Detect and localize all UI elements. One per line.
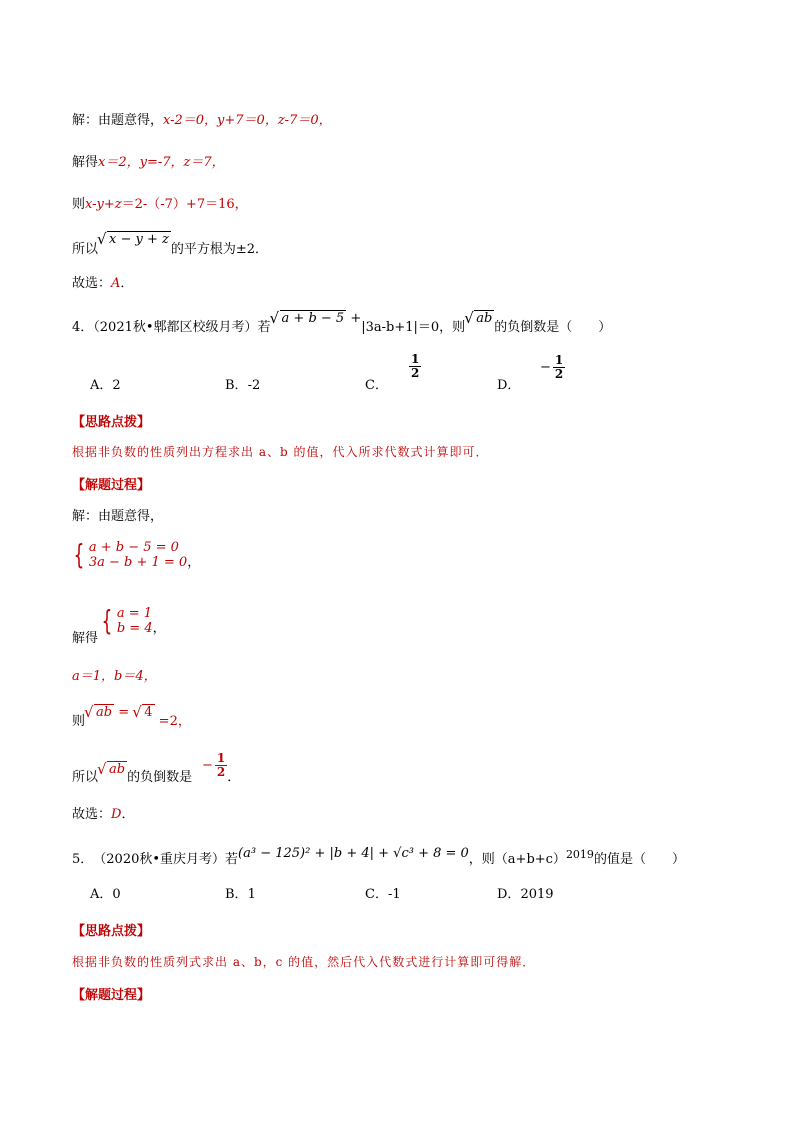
sqrt-expression	[85, 705, 114, 720]
sqrt-expression	[98, 762, 127, 777]
radicand: x − y + z	[109, 232, 169, 247]
hint-header: 【思路点拨】	[72, 415, 151, 430]
sqrt-expression	[98, 232, 171, 247]
equation: b = 4	[116, 621, 153, 636]
exponent: 2019	[565, 848, 594, 861]
q5-option-b	[225, 883, 256, 902]
q3-solution-line3	[72, 193, 248, 212]
option-letter: B．	[225, 887, 248, 902]
q4-question	[72, 311, 612, 335]
fraction	[409, 353, 421, 380]
radicand: 4	[144, 705, 153, 720]
sqrt-expression	[465, 311, 494, 326]
option-letter: A．	[90, 378, 113, 393]
question-source: （2020秋•重庆月考）若	[93, 852, 239, 867]
fraction	[553, 354, 565, 381]
question-number: 5．	[72, 852, 94, 867]
denominator: 2	[216, 765, 226, 779]
sqrt-expression	[133, 705, 154, 720]
q4-option-c	[365, 374, 388, 393]
q3-answer	[72, 272, 133, 291]
option-letter: C．	[365, 378, 388, 393]
text: 所以	[72, 242, 99, 257]
equation: a + b − 5 = 0	[88, 540, 179, 555]
radicand: a + b − 5	[281, 311, 345, 326]
q4-then-line	[72, 705, 191, 729]
brace-icon: {	[73, 538, 85, 571]
calculation: ＝2-（-7）+7＝16，	[121, 197, 248, 212]
q4-answer	[72, 803, 134, 822]
text: 故选：	[72, 276, 112, 291]
text: 所以	[72, 770, 99, 785]
hint-text: 根据非负数的性质列出方程求出 a、b 的值，代入所求代数式计算即可．	[72, 445, 489, 459]
equals: =	[114, 705, 134, 720]
equation-system	[70, 540, 187, 570]
expression: x-y+z	[85, 197, 122, 212]
text: 故选：	[72, 807, 112, 822]
text: 的负倒数是	[127, 770, 193, 785]
equation: a = 1	[116, 606, 153, 621]
q4-option-b	[225, 374, 260, 393]
q4-option-d	[497, 374, 520, 393]
q4-values: a＝1，b＝4，	[72, 669, 157, 684]
q4-system-2	[72, 604, 166, 646]
option-text: 2019	[520, 887, 554, 902]
text: 则	[72, 714, 86, 729]
numerator: 1	[216, 751, 226, 765]
fraction	[215, 752, 227, 779]
question-end: 的负倒数是（ ）	[494, 320, 612, 335]
minus-sign: −	[540, 360, 551, 375]
q5-question	[72, 848, 685, 867]
option-text: -2	[247, 378, 261, 393]
q4-so-line	[72, 762, 193, 785]
question-source: （2021秋•郫都区校级月考）若	[93, 320, 271, 335]
denominator: 2	[411, 366, 420, 380]
hint-header: 【思路点拨】	[72, 924, 151, 939]
abs-expression: |3a-b+1|＝0，则	[361, 320, 466, 335]
result: =2，	[154, 714, 191, 729]
hint-text: 根据非负数的性质列式求出 a、b，c 的值，然后代入代数式进行计算即可得解．	[72, 955, 536, 969]
q5-option-d	[497, 883, 554, 902]
option-letter: A．	[90, 887, 113, 902]
text: 则	[72, 197, 86, 212]
answer: D	[111, 807, 122, 822]
sqrt-expression	[271, 311, 347, 326]
text: ，则（a+b+c）	[468, 852, 566, 867]
text: 解得	[72, 155, 99, 170]
option-letter: D．	[497, 887, 521, 902]
text: ，	[152, 621, 166, 636]
q3-solution-line1	[72, 109, 332, 128]
text: ，	[187, 555, 201, 570]
condition-expression: (a³ − 125)² + |b + 4| + √c³ + 8 = 0	[238, 846, 469, 861]
q4-option-a	[90, 374, 121, 393]
option-text: 1	[247, 887, 256, 902]
q4-solution-line1: 解：由题意得，	[72, 509, 164, 524]
option-letter: D．	[497, 378, 521, 393]
q4-option-c-fraction	[409, 352, 421, 380]
equations: x-2＝0，y+7＝0，z-7＝0，	[163, 113, 332, 128]
equation-system	[98, 606, 153, 636]
numerator: 1	[411, 352, 420, 366]
brace-icon: {	[101, 604, 113, 637]
radicand: ab	[96, 705, 113, 720]
minus-sign: −	[202, 758, 213, 773]
numerator: 1	[554, 353, 564, 367]
answer: A	[111, 276, 121, 291]
question-number: 4．	[72, 320, 94, 335]
text: ．	[120, 276, 134, 291]
equation: 3a − b + 1 = 0	[88, 555, 188, 570]
q5-option-c	[365, 883, 401, 902]
radicand: ab	[476, 311, 493, 326]
q4-so-fraction	[202, 746, 240, 785]
q5-option-a	[90, 883, 121, 902]
denominator: 2	[554, 367, 564, 381]
plus-sign: +	[346, 311, 362, 326]
question-end: 的值是（ ）	[593, 852, 685, 867]
q4-option-d-fraction	[540, 354, 565, 381]
text: ．	[121, 807, 135, 822]
process-header: 【解题过程】	[72, 988, 151, 1003]
text: 解得	[72, 631, 99, 646]
text: ．	[227, 770, 241, 785]
text: 解：由题意得，	[72, 113, 164, 128]
option-letter: C．	[365, 887, 388, 902]
q4-system-1	[70, 540, 200, 570]
text: 的平方根为±2．	[170, 242, 269, 257]
option-text: -1	[387, 887, 401, 902]
radicand: ab	[109, 762, 126, 777]
q3-solution-line2	[72, 151, 225, 170]
q3-solution-line4	[72, 232, 269, 257]
values: x＝2，y=-7，z＝7，	[98, 155, 225, 170]
option-letter: B．	[225, 378, 248, 393]
option-text: 2	[112, 378, 121, 393]
process-header: 【解题过程】	[72, 478, 151, 493]
option-text: 0	[112, 887, 121, 902]
